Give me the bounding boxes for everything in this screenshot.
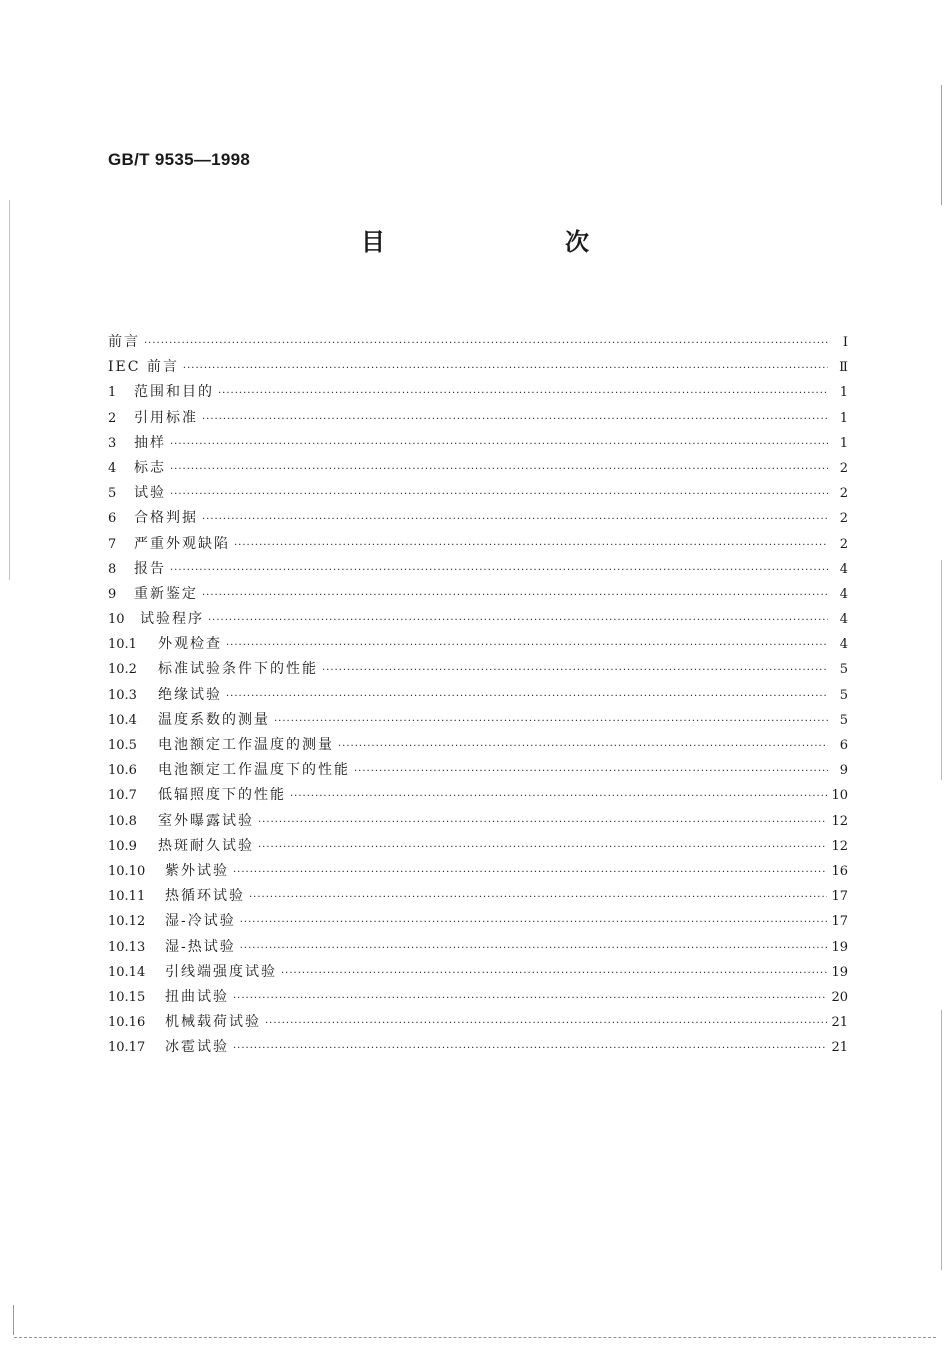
toc-entry-text: 热斑耐久试验 bbox=[158, 837, 254, 854]
toc-entry-number: 10.9 bbox=[108, 838, 137, 854]
toc-entry-page: 21 bbox=[831, 1015, 848, 1031]
toc-entry-text: 试验 bbox=[134, 485, 166, 502]
toc-entry[interactable] bbox=[108, 809, 848, 834]
toc-leader bbox=[144, 331, 828, 356]
toc-entry-number: 10.16 bbox=[108, 1015, 146, 1031]
toc-entry-page: 21 bbox=[831, 1040, 848, 1056]
toc-entry-page: 1 bbox=[839, 435, 848, 451]
toc-leader bbox=[265, 1011, 827, 1036]
toc-entry[interactable] bbox=[108, 657, 848, 682]
toc-entry[interactable] bbox=[108, 607, 848, 632]
toc-entry-page: 2 bbox=[839, 460, 848, 476]
toc-entry-page: 5 bbox=[839, 662, 848, 678]
toc-leader bbox=[170, 457, 828, 482]
toc-entry[interactable] bbox=[108, 884, 848, 909]
toc-entry-text: 机械载荷试验 bbox=[165, 1014, 261, 1031]
toc-leader bbox=[233, 986, 827, 1011]
toc-entry[interactable] bbox=[108, 985, 848, 1010]
toc-entry-number: 10.11 bbox=[108, 889, 146, 905]
toc-entry-text: 前言 bbox=[108, 334, 140, 350]
scan-edge-artifact bbox=[941, 560, 942, 780]
toc-entry-page: 16 bbox=[831, 863, 848, 879]
toc-entry-text: 标志 bbox=[134, 459, 166, 476]
toc-entry-page: 1 bbox=[839, 385, 848, 401]
toc-leader bbox=[226, 684, 828, 709]
toc-entry-page: 2 bbox=[839, 511, 848, 527]
toc-entry[interactable] bbox=[108, 582, 848, 607]
toc-entry-number: 8 bbox=[108, 561, 117, 577]
toc-entry-text: 引用标准 bbox=[134, 409, 198, 426]
toc-leader bbox=[240, 936, 828, 961]
toc-entry-number: 10.10 bbox=[108, 863, 146, 879]
toc-entry-page: 1 bbox=[839, 410, 848, 426]
toc-entry-page: 12 bbox=[831, 838, 848, 854]
toc-entry-number: 10.4 bbox=[108, 712, 137, 728]
toc-leader bbox=[240, 910, 828, 935]
toc-leader bbox=[354, 759, 828, 784]
toc-entry-page: 2 bbox=[839, 486, 848, 502]
toc-entry-text: 室外曝露试验 bbox=[158, 812, 254, 829]
toc-entry-text: 扭曲试验 bbox=[165, 988, 229, 1005]
toc-entry-page: 17 bbox=[831, 889, 848, 905]
toc-entry-page: 19 bbox=[831, 939, 848, 955]
toc-leader bbox=[170, 558, 828, 583]
toc-leader bbox=[258, 835, 827, 860]
toc-entry-number: 1 bbox=[108, 385, 117, 401]
toc-entry[interactable] bbox=[108, 557, 848, 582]
toc-leader bbox=[338, 734, 828, 759]
toc-entry-number: 10.3 bbox=[108, 687, 137, 703]
toc-leader bbox=[233, 860, 827, 885]
toc-entry[interactable] bbox=[108, 1010, 848, 1035]
toc-leader bbox=[226, 633, 828, 658]
toc-entry-number: 10.7 bbox=[108, 788, 137, 804]
toc-entry[interactable] bbox=[108, 859, 848, 884]
toc-entry-text: 引线端强度试验 bbox=[165, 963, 277, 980]
toc-entry-number: 10.14 bbox=[108, 964, 146, 980]
toc-entry-number: 10.13 bbox=[108, 939, 146, 955]
toc-leader bbox=[274, 709, 828, 734]
toc-entry-page: 5 bbox=[839, 712, 848, 728]
toc-entry-text: 范围和目的 bbox=[134, 384, 214, 401]
toc-leader bbox=[258, 810, 827, 835]
toc-entry-page: 12 bbox=[831, 813, 848, 829]
toc-entry-text: 低辐照度下的性能 bbox=[158, 787, 286, 804]
toc-entry-page: I bbox=[842, 335, 848, 350]
toc-entry-page: 5 bbox=[839, 687, 848, 703]
toc-entry-number: 7 bbox=[108, 536, 117, 552]
toc-title: 目 次 bbox=[361, 228, 667, 256]
toc-entry[interactable] bbox=[108, 758, 848, 783]
standard-code: GB/T 9535—1998 bbox=[108, 150, 251, 169]
toc-entry[interactable] bbox=[108, 708, 848, 733]
toc-entry-text: 试验程序 bbox=[140, 611, 204, 628]
toc-entry[interactable] bbox=[108, 960, 848, 985]
toc-leader bbox=[170, 432, 828, 457]
toc-entry-number: 10.1 bbox=[108, 637, 137, 653]
scan-edge-artifact bbox=[13, 1305, 14, 1335]
toc-entry-number: 10.2 bbox=[108, 662, 137, 678]
toc-entry-text: 热循环试验 bbox=[165, 888, 245, 905]
toc-entry-page: 20 bbox=[831, 989, 848, 1005]
toc-entry-page: 6 bbox=[839, 738, 848, 753]
toc-entry-text: 冰雹试验 bbox=[165, 1039, 229, 1056]
toc-entry[interactable] bbox=[108, 406, 848, 431]
toc-entry-text: 标准试验条件下的性能 bbox=[158, 661, 318, 678]
toc-leader bbox=[218, 381, 828, 406]
toc-entry-page: 4 bbox=[839, 586, 848, 602]
toc-entry-number: 10.8 bbox=[108, 813, 137, 829]
toc-entry[interactable] bbox=[108, 733, 848, 758]
toc-entry-text: 绝缘试验 bbox=[158, 686, 222, 703]
toc-entry-text: 重新鉴定 bbox=[134, 585, 198, 602]
toc-entry-text: IEC 前言 bbox=[108, 359, 179, 376]
toc-leader bbox=[233, 1036, 827, 1061]
toc-entry[interactable] bbox=[108, 481, 848, 506]
toc-entry-page: 4 bbox=[839, 561, 848, 577]
toc-entry-text: 外观检查 bbox=[158, 636, 222, 653]
toc-leader bbox=[208, 608, 828, 633]
toc-entry-text: 报告 bbox=[134, 560, 166, 577]
toc-entry-page: 10 bbox=[831, 788, 848, 804]
toc-entry[interactable] bbox=[108, 783, 848, 808]
toc-entry-number: 2 bbox=[108, 410, 117, 426]
toc-leader bbox=[281, 961, 827, 986]
scan-edge-artifact bbox=[9, 200, 10, 580]
toc-entry[interactable] bbox=[108, 456, 848, 481]
toc-entry-number: 9 bbox=[108, 586, 117, 602]
toc-entry-text: 湿-热试验 bbox=[165, 938, 236, 955]
toc-entry[interactable] bbox=[108, 355, 848, 380]
toc-entry-text: 电池额定工作温度下的性能 bbox=[158, 762, 350, 779]
toc-entry-number: 10.6 bbox=[108, 763, 137, 779]
toc-entry[interactable] bbox=[108, 532, 848, 557]
toc-entry-number: 10 bbox=[108, 612, 125, 628]
toc-entry[interactable] bbox=[108, 380, 848, 405]
toc-leader bbox=[183, 356, 828, 381]
toc-entry-number: 10.15 bbox=[108, 989, 146, 1005]
scan-edge-artifact bbox=[941, 85, 942, 205]
scan-bottom-edge bbox=[14, 1337, 936, 1338]
toc-entry-number: 10.12 bbox=[108, 914, 146, 930]
toc-leader bbox=[249, 885, 827, 910]
toc-entry-page: 4 bbox=[839, 612, 848, 628]
toc-entry[interactable] bbox=[108, 935, 848, 960]
toc-entry[interactable] bbox=[108, 683, 848, 708]
toc-entry[interactable] bbox=[108, 431, 848, 456]
toc-entry-text: 严重外观缺陷 bbox=[134, 535, 230, 552]
toc-leader bbox=[202, 583, 828, 608]
toc-entry[interactable] bbox=[108, 909, 848, 934]
toc-entry-text: 抽样 bbox=[134, 434, 166, 451]
toc-entry-text: 合格判据 bbox=[134, 510, 198, 527]
toc-entry[interactable] bbox=[108, 834, 848, 859]
toc-entry-page: 17 bbox=[831, 914, 848, 930]
toc-entry-page: Ⅱ bbox=[839, 360, 848, 376]
toc-entry[interactable] bbox=[108, 506, 848, 531]
toc-leader bbox=[290, 784, 827, 809]
toc-entry[interactable] bbox=[108, 330, 848, 355]
toc-entry-number: 10.17 bbox=[108, 1040, 146, 1056]
toc-entry-number: 5 bbox=[108, 486, 117, 502]
toc-entry-page: 19 bbox=[831, 964, 848, 980]
toc-entry-number: 6 bbox=[108, 511, 117, 527]
toc-leader bbox=[202, 407, 828, 432]
toc-entry-text: 紫外试验 bbox=[165, 862, 229, 879]
scan-edge-artifact bbox=[941, 1010, 942, 1270]
toc-entry-text: 温度系数的测量 bbox=[158, 711, 270, 728]
toc-leader bbox=[322, 658, 828, 683]
toc-entry-page: 9 bbox=[839, 763, 848, 779]
toc-entry[interactable] bbox=[108, 632, 848, 657]
toc-entry-number: 4 bbox=[108, 460, 117, 476]
toc-entry-number: 10.5 bbox=[108, 738, 137, 753]
toc-leader bbox=[170, 482, 828, 507]
toc-entry-text: 湿-冷试验 bbox=[165, 913, 236, 930]
toc-entry-page: 4 bbox=[839, 637, 848, 653]
toc-entry-number: 3 bbox=[108, 435, 117, 451]
toc-entry-text: 电池额定工作温度的测量 bbox=[158, 737, 334, 753]
toc-list bbox=[108, 330, 848, 1060]
toc-entry[interactable] bbox=[108, 1035, 848, 1060]
toc-leader bbox=[202, 507, 828, 532]
toc-leader bbox=[234, 533, 828, 558]
toc-entry-page: 2 bbox=[839, 536, 848, 552]
